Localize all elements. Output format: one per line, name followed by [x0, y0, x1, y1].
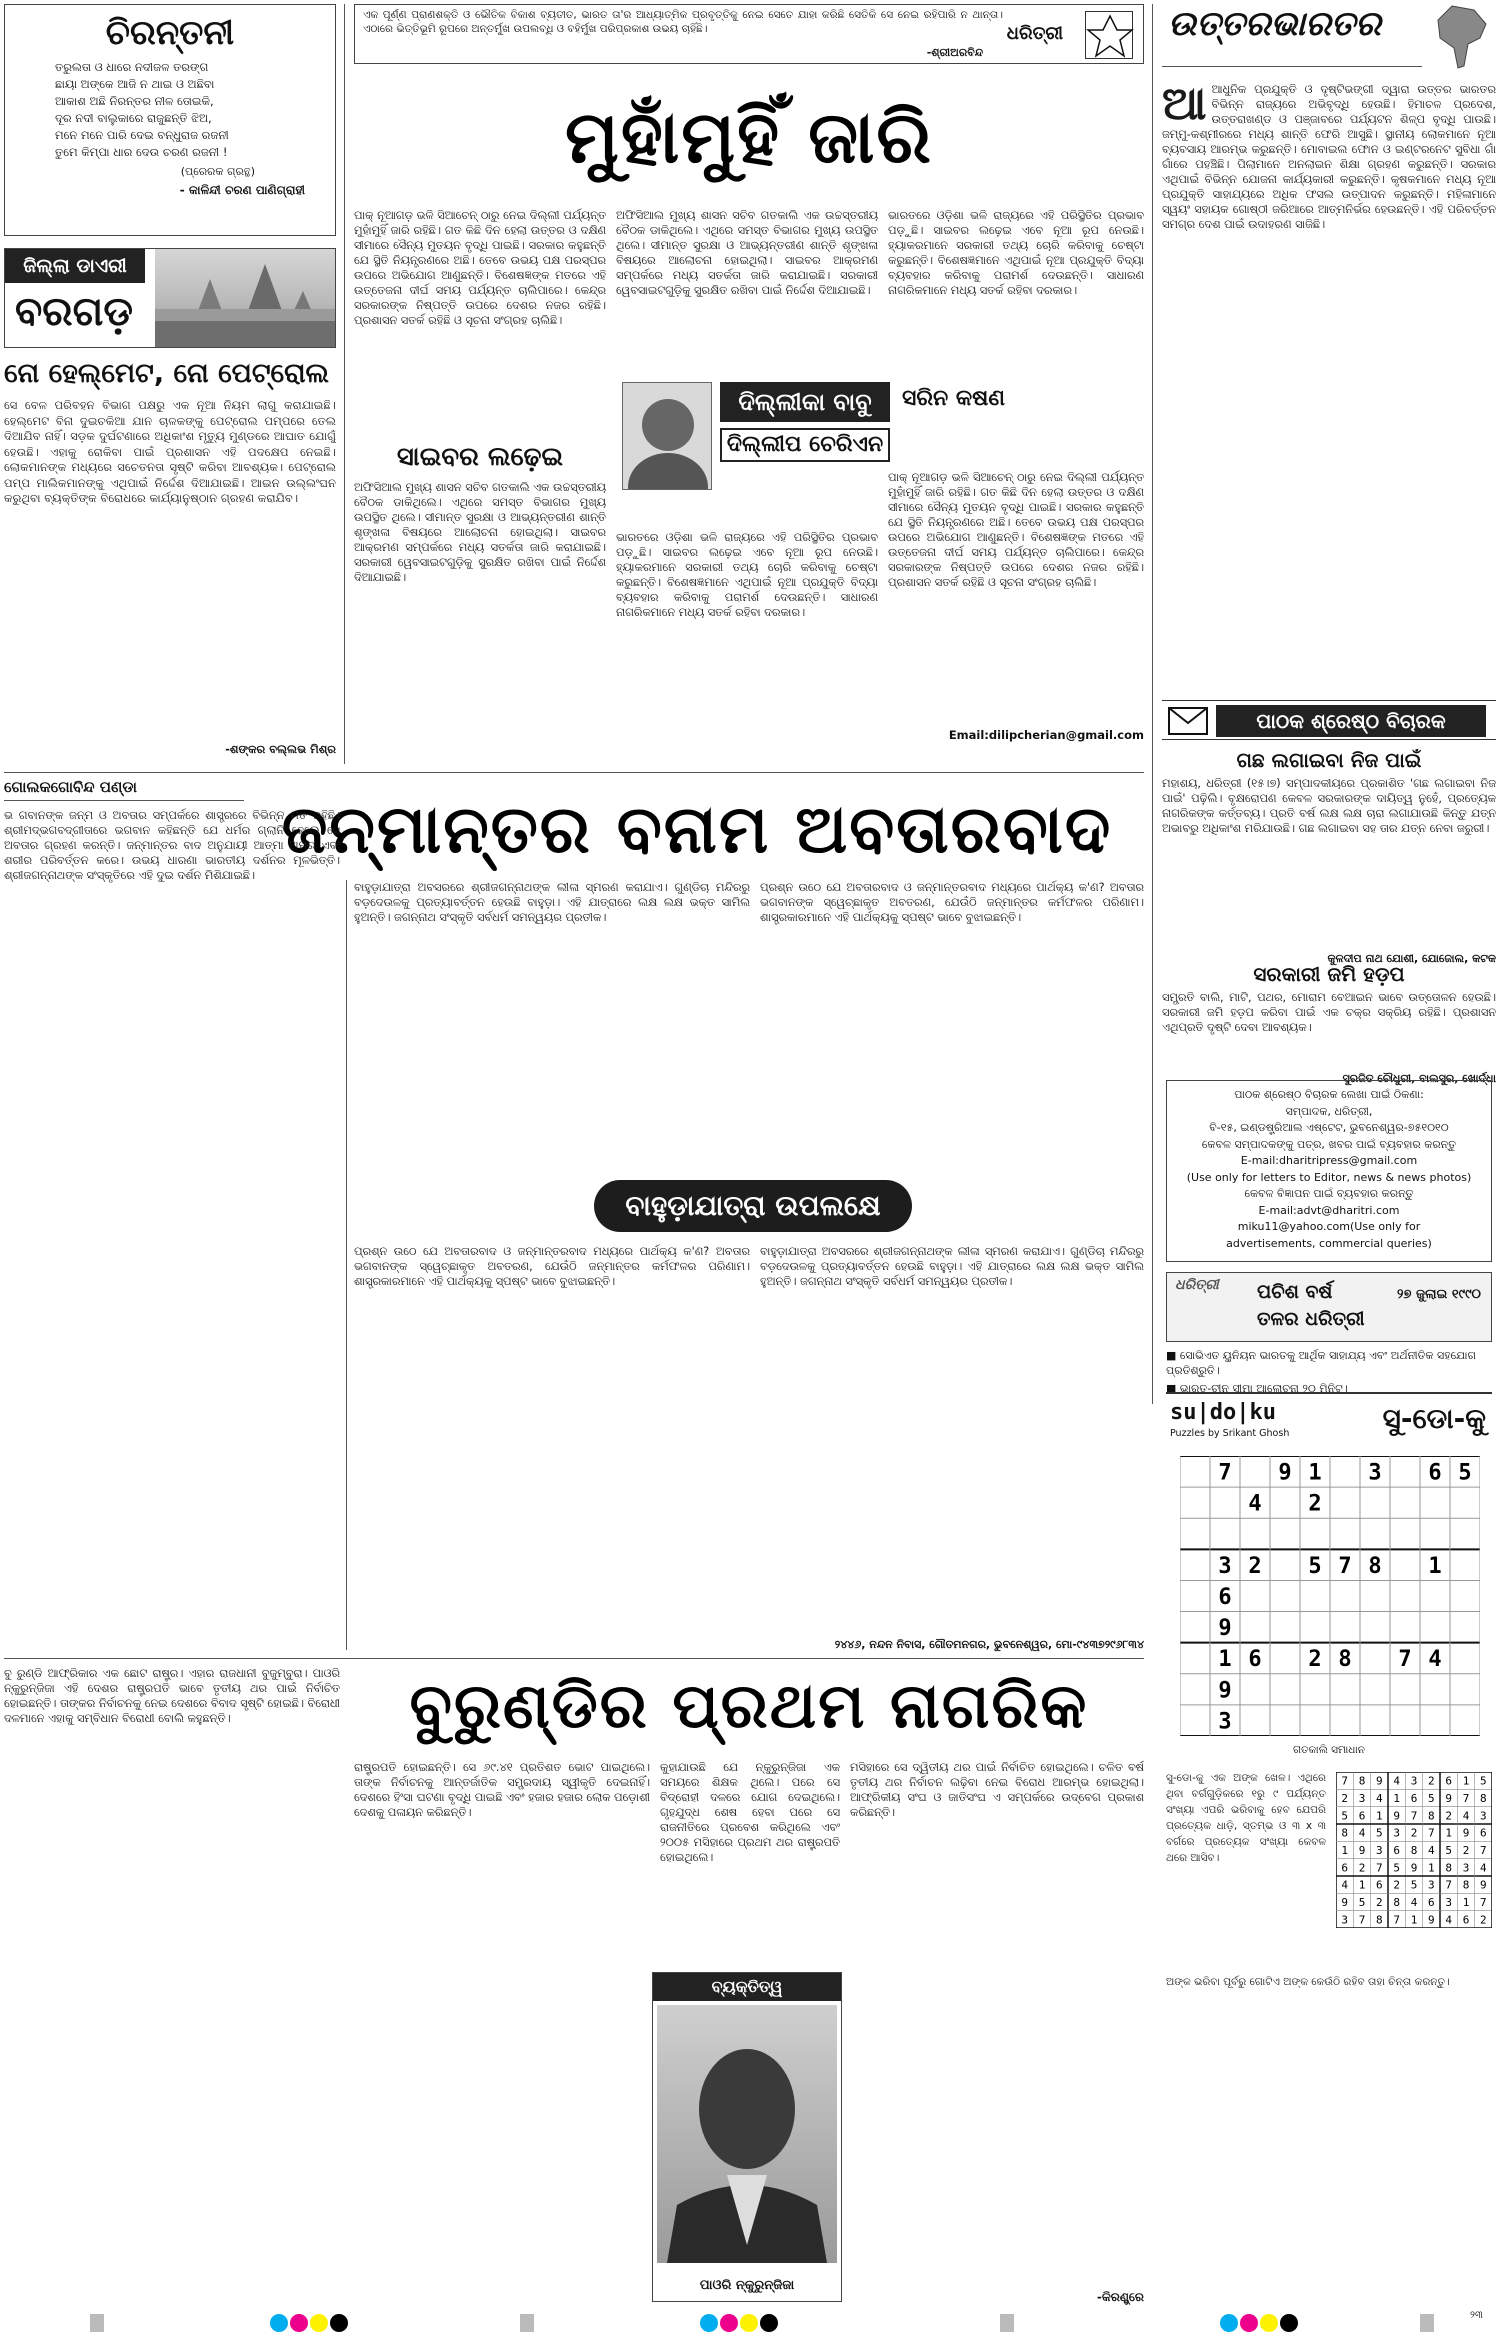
contact-line: miku11@yahoo.com(Use only for	[1237, 1220, 1421, 1233]
answer-cell-value: 3	[1341, 1913, 1348, 1927]
answer-cell-value: 3	[1376, 1844, 1383, 1857]
section-label: ସରିନ କଷଣ	[902, 386, 1005, 411]
sudoku-cell-value: 9	[1218, 1616, 1232, 1642]
quote-text: ଏକ ପୂର୍ଣ୍ଣ ପ୍ରାଣଶକ୍ତି ଓ ଭୌତିକ ବିକାଶ ବ୍ୟତୀତ, ଭାରତ ତା'ର ଆଧ୍ୟାତ୍ମିକ ପ୍ରବୃତ୍ତିକୁ ନେଇ ସେତେ ଯାହା କରିଛି ସେତିକି ସେ ନେଇ ରହିପାରି ନ ଥାନ୍ତା। ଏଠାରେ ଭିତ୍ତିଭୂମି ରୂପରେ ଅନ୍ତର୍ମୁଖ ଉପଲବ୍ଧି ଓ ବହିର୍ମୁଖ ପରିପ୍ରକାଶ ଉଭୟ ଚାହିଁଛି।	[363, 9, 1003, 35]
answer-cell-value: 7	[1410, 1809, 1418, 1823]
sudoku-cell-value: 6	[1218, 1585, 1232, 1610]
columnist-name-banner: ଦିଲ୍ଲୀକା ବାବୁ	[720, 382, 890, 422]
answer-cell-value: 7	[1376, 1861, 1383, 1875]
poem-line: ମନେ ମନେ ପାରି ଦେଇ ବନ୍ଧୁରାଜ ରଜନୀ	[55, 128, 229, 142]
sudoku-cell-value: 1	[1218, 1647, 1232, 1673]
answer-cell-value: 6	[1341, 1861, 1348, 1875]
letter-2	[1162, 962, 1496, 1086]
sudoku-cell-value: 3	[1368, 1460, 1382, 1486]
poem-box	[4, 4, 336, 236]
temple-illustration	[155, 249, 335, 347]
answer-cell-value: 5	[1445, 1844, 1452, 1857]
contact-box	[1166, 1080, 1492, 1262]
lead-byline: ସାଇବର ଲଢ଼େଇ	[396, 442, 564, 472]
bottom-col-1	[4, 1666, 340, 2306]
lead-col-2: ଅଫିସିଆଲ ମୁଖ୍ୟ ଶାସନ ସଚିବ ଗତକାଲି ଏକ ଉଚ୍ଚସ୍ତରୀୟ ବୈଠକ ଡାକିଥିଲେ। ଏଥିରେ ସମସ୍ତ ବିଭାଗର ମୁଖ୍ୟ ଉପସ୍ଥିତ ଥିଲେ। ସୀମାନ୍ତ ସୁରକ୍ଷା ଓ ଆଭ୍ୟନ୍ତରୀଣ ଶାନ୍ତି ଶୃଙ୍ଖଳା ବିଷୟରେ ଆଲୋଚନା ହୋଇଥିଲା। ସାଇବର ଆକ୍ରମଣ ସମ୍ପର୍କରେ ମଧ୍ୟ ସତର୍କତା ଜାରି କରାଯାଇଛି। ସରକାରୀ ୱେବସାଇଟଗୁଡ଼ିକୁ ସୁରକ୍ଷିତ ରଖିବା ପାଇଁ ନିର୍ଦ୍ଦେଶ ଦିଆଯାଇଛି।	[616, 209, 878, 297]
answer-cell-value: 2	[1445, 1809, 1452, 1823]
answer-cell-value: 8	[1376, 1913, 1383, 1927]
answer-cell-value: 1	[1410, 1913, 1418, 1927]
answer-cell-value: 2	[1480, 1913, 1487, 1927]
sudoku-cell-value: 5	[1308, 1553, 1322, 1579]
temple-photo	[155, 249, 335, 347]
contact-email-press[interactable]: E-mail:dharitripress@gmail.com	[1240, 1154, 1418, 1167]
lead-col-1-cont: ଅଫିସିଆଲ ମୁଖ୍ୟ ଶାସନ ସଚିବ ଗତକାଲି ଏକ ଉଚ୍ଚସ୍ତରୀୟ ବୈଠକ ଡାକିଥିଲେ। ଏଥିରେ ସମସ୍ତ ବିଭାଗର ମୁଖ୍ୟ ଉପସ୍ଥିତ ଥିଲେ। ସୀମାନ୍ତ ସୁରକ୍ଷା ଓ ଆଭ୍ୟନ୍ତରୀଣ ଶାନ୍ତି ଶୃଙ୍ଖଳା ବିଷୟରେ ଆଲୋଚନା ହୋଇଥିଲା। ସାଇବର ଆକ୍ରମଣ ସମ୍ପର୍କରେ ମଧ୍ୟ ସତର୍କତା ଜାରି କରାଯାଇଛି। ସରକାରୀ ୱେବସାଇଟଗୁଡ଼ିକୁ ସୁରକ୍ଷିତ ରଖିବା ପାଇଁ ନିର୍ଦ୍ଦେଶ ଦିଆଯାଇଛି।	[354, 481, 606, 584]
answer-cell-value: 4	[1376, 1792, 1383, 1805]
star-emblem-icon	[1085, 11, 1133, 59]
sudoku-cell-value: 8	[1368, 1553, 1382, 1579]
sudoku-logo: su|do|ku	[1170, 1400, 1276, 1425]
answer-cell-value: 3	[1445, 1896, 1452, 1909]
answer-cell-value: 6	[1428, 1896, 1435, 1909]
mid-headline: ଜନ୍ମାନ୍ତର ବନାମ ଅବତାରବାଦ	[281, 791, 1113, 868]
columnist-author-name: ଦିଲ୍ଲୀପ ଚେରିଏନ	[720, 428, 890, 462]
answer-cell-value: 9	[1393, 1809, 1400, 1823]
district-diary	[4, 248, 336, 348]
answer-cell-value: 9	[1445, 1792, 1452, 1805]
sudoku-cell-value: 5	[1458, 1460, 1472, 1486]
sudoku-answer-grid	[1336, 1772, 1492, 1928]
contact-line: advertisements, commercial queries)	[1226, 1236, 1432, 1250]
mid-col-1-body: ଭ ଗବାନଙ୍କ ଜନ୍ମ ଓ ଅବତାର ସମ୍ପର୍କରେ ଶାସ୍ତ୍ରରେ ବିଭିନ୍ନ ମତ ରହିଛି। ଶ୍ରୀମଦ୍ଭଗବଦ୍‌ଗୀତାରେ ଭଗବାନ କହିଛନ୍ତି ଯେ ଧର୍ମର ଗ୍ଲାନି ହେଲେ ସେ ଅବତାର ଗ୍ରହଣ କରନ୍ତି। ଜନ୍ମାନ୍ତର ବାଦ ଅନୁଯାୟୀ ଆତ୍ମା ଅମର ଏବଂ ଶରୀର ପରିବର୍ତ୍ତନ କରେ। ଉଭୟ ଧାରଣା ଭାରତୀୟ ଦର୍ଶନର ମୂଳଭିତ୍ତି। ଶ୍ରୀଜଗନ୍ନାଥଙ୍କ ସଂସ୍କୃତିରେ ଏହି ଦୁଇ ଦର୍ଶନ ମିଶିଯାଇଛି।	[4, 809, 340, 882]
poem-lines	[15, 59, 325, 161]
district-diary-label: ଜିଲ୍ଲା ଡାଏରୀ	[5, 249, 145, 283]
poem-line: ଛାୟା ଅଙ୍କେ ଆଜି ନ ଥାଇ ଓ ଅଛିବା	[55, 77, 215, 91]
letter-2-title: ସରକାରୀ ଜମି ହଡ଼ପ	[1253, 962, 1405, 986]
answer-cell-value: 1	[1376, 1809, 1383, 1823]
columnist-email: Email:dilipcherian@gmail.com	[948, 728, 1144, 742]
answer-cell-value: 9	[1358, 1844, 1366, 1857]
sudoku-cell-value: 9	[1218, 1678, 1232, 1704]
sudoku-cell-value: 9	[1278, 1460, 1292, 1486]
letter-1	[1162, 748, 1496, 966]
mid-author: ଗୋଲକଗୋବିନ୍ଦ ପଣ୍ଡା	[4, 778, 137, 796]
sudoku-footer: ଅଙ୍କ ଭରିବା ପୂର୍ବରୁ ଗୋଟିଏ ଅଙ୍କ କେଉଁଠି ରହିବ ତାହା ଚିନ୍ତା କରନ୍ତୁ।	[1166, 1976, 1450, 1988]
sudoku-cell-value: 2	[1248, 1553, 1262, 1579]
mid-col-3: ପ୍ରଶ୍ନ ଉଠେ ଯେ ଅବତାରବାଦ ଓ ଜନ୍ମାନ୍ତରବାଦ ମଧ୍ୟରେ ପାର୍ଥକ୍ୟ କ'ଣ? ଅବତାର ଭଗବାନଙ୍କ ସ୍ୱେଚ୍ଛାକୃତ ଅବତରଣ, ଯେଉଁଠି ଜନ୍ମାନ୍ତର କର୍ମଫଳର ପରିଣାମ। ଶାସ୍ତ୍ରକାରମାନେ ଏହି ପାର୍ଥକ୍ୟକୁ ସ୍ପଷ୍ଟ ଭାବେ ବୁଝାଇଛନ୍ତି।	[760, 881, 1144, 924]
answer-cell-value: 5	[1428, 1792, 1435, 1805]
mid-col-2: ବାହୁଡ଼ାଯାତ୍ରା ଅବସରରେ ଶ୍ରୀଜଗନ୍ନାଥଙ୍କ ଲୀଳା ସ୍ମରଣ କରାଯାଏ। ଗୁଣ୍ଡିଚା ମନ୍ଦିରରୁ ବଡ଼ଦେଉଳକୁ ପ୍ରତ୍ୟାବର୍ତ୍ତନ ହେଉଛି ବାହୁଡ଼ା। ଏହି ଯାତ୍ରାରେ ଲକ୍ଷ ଲକ୍ଷ ଭକ୍ତ ସାମିଲ ହୁଅନ୍ତି। ଜଗନ୍ନାଥ ସଂସ୍କୃତି ସର୍ବଧର୍ମ ସମନ୍ୱୟର ପ୍ରତୀକ।	[354, 881, 750, 924]
sudoku-grid	[1180, 1456, 1480, 1736]
section-brand-title: ଉତ୍ତରଭାରତର	[1168, 4, 1381, 44]
answer-cell-value: 1	[1462, 1774, 1470, 1788]
archive-date: ୨୭ ଜୁଲାଇ ୧୯୯୦	[1397, 1287, 1481, 1302]
bottom-col-4: ମସିହାରେ ସେ ଦ୍ୱିତୀୟ ଥର ପାଇଁ ନିର୍ବାଚିତ ହୋଇଥିଲେ। ଚଳିତ ବର୍ଷ ତୃତୀୟ ଥର ନିର୍ବାଚନ ଲଢ଼ିବା ନେଇ ବିରୋଧ ଆରମ୍ଭ ହୋଇଥିଲା। ଆଫ୍ରିକୀୟ ସଂଘ ଓ ଜାତିସଂଘ ଏ ସମ୍ପର୍କରେ ଉଦ୍‌ବେଗ ପ୍ରକାଶ କରିଛନ୍ତି।	[850, 1761, 1144, 1819]
answer-cell-value: 5	[1393, 1861, 1400, 1875]
india-map-icon	[1432, 4, 1492, 72]
envelope-icon	[1168, 707, 1208, 735]
columnist-portrait	[623, 383, 712, 490]
contact-line: କେବଳ ସମ୍ପାଦକଙ୍କୁ ପତ୍ର, ଖବର ପାଇଁ ବ୍ୟବହାର କରନ୍ତୁ	[1201, 1137, 1457, 1151]
answer-cell-value: 2	[1462, 1844, 1470, 1857]
mid-banner: ବାହୁଡ଼ାଯାତ୍ରା ଉପଲକ୍ଷେ	[594, 1180, 912, 1232]
answer-cell-value: 4	[1393, 1774, 1400, 1788]
answer-cell-value: 7	[1428, 1826, 1435, 1840]
sudoku-cell-value: 7	[1338, 1553, 1352, 1579]
answer-cell-value: 1	[1445, 1826, 1452, 1840]
answer-cell-value: 7	[1393, 1913, 1400, 1927]
mid-col-2-cont: ପ୍ରଶ୍ନ ଉଠେ ଯେ ଅବତାରବାଦ ଓ ଜନ୍ମାନ୍ତରବାଦ ମଧ୍ୟରେ ପାର୍ଥକ୍ୟ କ'ଣ? ଅବତାର ଭଗବାନଙ୍କ ସ୍ୱେଚ୍ଛାକୃତ ଅବତରଣ, ଯେଉଁଠି ଜନ୍ମାନ୍ତର କର୍ମଫଳର ପରିଣାମ। ଶାସ୍ତ୍ରକାରମାନେ ଏହି ପାର୍ଥକ୍ୟକୁ ସ୍ପଷ୍ଟ ଭାବେ ବୁଝାଇଛନ୍ତି।	[354, 1245, 750, 1288]
sudoku-cell-value: 7	[1398, 1647, 1412, 1673]
sudoku-cell-value: 3	[1218, 1553, 1232, 1579]
bottom-photo-box	[652, 1972, 842, 2302]
helmet-author: -ଶଙ୍କର ବଲ୍ଲଭ ମିଶ୍ର	[225, 742, 336, 756]
letter-1-text: ମହାଶୟ, ଧରିତ୍ରୀ (୧୫।୭) ସମ୍ପାଦକୀୟରେ ପ୍ରକାଶିତ 'ଗଛ ଲଗାଇବା ନିଜ ପାଇଁ' ପଢ଼ିଲି। ବୃକ୍ଷରୋପଣ କେବଳ ସରକାରଙ୍କ ଦାୟିତ୍ୱ ନୁହେଁ, ପ୍ରତ୍ୟେକ ନାଗରିକଙ୍କ କର୍ତ୍ତବ୍ୟ। ପ୍ରତି ବର୍ଷ ଲକ୍ଷ ଲକ୍ଷ ଚାରା ଲଗାଯାଉଛି କିନ୍ତୁ ଯତ୍ନ ଅଭାବରୁ ଅଧିକାଂଶ ମରିଯାଉଛି। ଗଛ ଲଗାଇବା ସହ ତାର ଯତ୍ନ ନେବା ଜରୁରୀ।	[1162, 777, 1496, 835]
answer-cell-value: 6	[1445, 1774, 1452, 1788]
sudoku-cell-value: 2	[1308, 1647, 1322, 1673]
bottom-author: -କିରଣ୍ଡ୍ରେ	[1096, 2290, 1144, 2304]
answer-cell-value: 3	[1358, 1792, 1366, 1805]
answer-cell-value: 2	[1410, 1826, 1418, 1840]
mid-col-1	[4, 808, 340, 1648]
answer-cell-value: 4	[1410, 1896, 1418, 1909]
sudoku-grid-svg	[1180, 1456, 1480, 1736]
archive-box	[1166, 1272, 1492, 1342]
answer-cell-value: 7	[1341, 1774, 1348, 1788]
bottom-col-3: କୁହାଯାଉଛି ଯେ ନ୍କୁରୁନ୍‌ଜିଜା ଏକ ସମୟରେ ଶିକ୍ଷକ ଥିଲେ। ପରେ ସେ ବିଦ୍ରୋହୀ ଦଳରେ ଯୋଗ ଦେଇଥିଲେ। ଗୃହଯୁଦ୍ଧ ଶେଷ ହେବା ପରେ ସେ ରାଜନୀତିରେ ପ୍ରବେଶ କରିଥିଲେ ଏବଂ ୨୦୦୫ ମସିହାରେ ପ୍ରଥମ ଥର ରାଷ୍ଟ୍ରପତି ହୋଇଥିଲେ।	[660, 1761, 840, 1864]
sudoku-cell-value: 4	[1248, 1491, 1262, 1517]
letters-label: ପାଠକ ଶ୍ରେଷ୍ଠ ବିଚାରକ	[1216, 705, 1486, 737]
poem-title: ଚିରନ୍ତନୀ	[105, 13, 235, 53]
answer-cell-value: 9	[1341, 1896, 1348, 1909]
answer-cell-value: 9	[1376, 1774, 1383, 1788]
answer-cell-value: 1	[1428, 1861, 1435, 1875]
bottom-portrait-photo	[657, 2005, 837, 2263]
bottom-headline: ବୁରୁଣ୍ଡିର ପ୍ରଥମ ନାଗରିକ	[409, 1669, 1089, 1742]
answer-cell-value: 8	[1358, 1774, 1366, 1788]
letter-2-text: ସମ୍ପ୍ରତି ବାଲି, ମାଟି, ପଥର, ମୋରାମ ବେଆଇନ ଭାବେ ଉତ୍ତୋଳନ ହେଉଛି। ସରକାରୀ ଜମି ହଡ଼ପ କରିବା ପାଇଁ ଏକ ଚକ୍ର ସକ୍ରିୟ ରହିଛି। ପ୍ରଶାସନ ଏଥିପ୍ରତି ଦୃଷ୍ଟି ଦେବା ଆବଶ୍ୟକ।	[1162, 991, 1496, 1034]
bottom-photo-caption: ପାଓରି ନ୍କୁରୁନ୍‌ଜିଜା	[699, 2278, 795, 2293]
print-registration-strip	[0, 2314, 1460, 2332]
answer-cell-value: 7	[1480, 1896, 1487, 1909]
answer-cell-value: 5	[1341, 1809, 1348, 1823]
answer-cell-value: 3	[1480, 1809, 1487, 1823]
answer-cell-value: 5	[1358, 1896, 1366, 1909]
mid-address: ୨୪୪୬, ନନ୍ଦନ ନିବାସ, ଗୌତମନଗର, ଭୁବନେଶ୍ୱର, ମୋ-୯୪୩୭୨୯୬୮୩୪	[834, 1638, 1144, 1651]
poem-line: ଦୂର ନଦୀ ବାଲୁକାରେ ରାଜୁଛନ୍ତି ଝିଅ,	[55, 111, 212, 125]
sudoku-cell-value: 2	[1308, 1491, 1322, 1517]
bottom-photo-label: ବ୍ୟକ୍ତିତ୍ୱ	[653, 1973, 841, 2001]
sudoku-header	[1166, 1392, 1492, 1448]
columnist-photo	[622, 382, 712, 490]
answer-cell-value: 2	[1376, 1896, 1383, 1909]
archive-item: ■ ଭାରତ-ଚୀନ ସୀମା ଆଲୋଚନା ୨୦ ମିନିଟ।	[1166, 1382, 1348, 1395]
letters-banner	[1162, 700, 1496, 740]
answer-cell-value: 3	[1428, 1878, 1435, 1892]
helmet-article	[4, 358, 336, 758]
answer-cell-value: 2	[1341, 1792, 1348, 1805]
contact-line: ବି-୧୫, ଇଣ୍ଡଷ୍ଟ୍ରିଆଲ ଏଷ୍ଟେଟ, ଭୁବନେଶ୍ୱର-୭୫୧୦୧୦	[1209, 1121, 1449, 1134]
helmet-text: ସେ ବେଳ ପରିବହନ ବିଭାଗ ପକ୍ଷରୁ ଏକ ନୂଆ ନିୟମ ଲାଗୁ କରାଯାଇଛି। ହେଲ୍‌ମେଟ ବିନା ଦୁଇଚକିଆ ଯାନ ଚାଳକଙ୍କୁ ପେଟ୍ରୋଲ ପମ୍ପରେ ତେଲ ଦିଆଯିବ ନାହିଁ। ସଡ଼କ ଦୁର୍ଘଟଣାରେ ଅଧିକାଂଶ ମୃତ୍ୟୁ ମୁଣ୍ଡରେ ଆଘାତ ଯୋଗୁଁ ହେଉଛି। ଏହାକୁ ରୋକିବା ପାଇଁ ପ୍ରଶାସନ ଏହି ପଦକ୍ଷେପ ନେଇଛି। ଲୋକମାନଙ୍କ ମଧ୍ୟରେ ସଚେତନତା ସୃଷ୍ଟି କରିବା ଆବଶ୍ୟକ। ପେଟ୍ରୋଲ ପମ୍ପ ମାଲିକମାନଙ୍କୁ ଏଥିପାଇଁ ନିର୍ଦ୍ଦେଶ ଦିଆଯାଇଛି। ଆଇନ ଉଲ୍ଲଂଘନ କରୁଥିବା ବ୍ୟକ୍ତିଙ୍କ ବିରୋଧରେ କାର୍ଯ୍ୟାନୁଷ୍ଠାନ ଗ୍ରହଣ କରାଯିବ।	[4, 398, 336, 505]
sudoku-instructions: ସୁ-ଡୋ-କୁ ଏକ ଅଙ୍କ ଖେଳ। ଏଥିରେ ଥିବା ବର୍ଗଗୁଡ଼ିକରେ ୧ରୁ ୯ ପର୍ଯ୍ୟନ୍ତ ସଂଖ୍ୟା ଏପରି ଭରିବାକୁ ହେବ ଯେପରି ପ୍ରତ୍ୟେକ ଧାଡ଼ି, ସ୍ତମ୍ଭ ଓ ୩ x ୩ ବର୍ଗରେ ପ୍ରତ୍ୟେକ ସଂଖ୍ୟା କେବଳ ଥରେ ଆସିବ।	[1166, 1772, 1326, 1864]
sudoku-title: ସୁ-ଡୋ-କୁ	[1382, 1402, 1486, 1435]
answer-cell-value: 8	[1428, 1809, 1435, 1823]
sudoku-cell-value: 3	[1218, 1709, 1232, 1735]
answer-cell-value: 3	[1410, 1774, 1418, 1788]
answer-cell-value: 1	[1341, 1844, 1348, 1857]
quote-box	[354, 4, 1144, 64]
answer-cell-value: 8	[1480, 1792, 1487, 1805]
answer-cell-value: 2	[1393, 1878, 1400, 1892]
answer-cell-value: 3	[1393, 1826, 1400, 1840]
answer-cell-value: 4	[1480, 1861, 1487, 1875]
section-brand	[1162, 4, 1496, 74]
answer-cell-value: 4	[1428, 1844, 1435, 1857]
contact-line: (Use only for letters to Editor, news & news photos)	[1186, 1170, 1472, 1184]
answer-cell-value: 1	[1462, 1896, 1470, 1909]
answer-cell-value: 6	[1462, 1913, 1470, 1927]
answer-cell-value: 8	[1410, 1844, 1418, 1857]
answer-cell-value: 8	[1445, 1861, 1452, 1875]
answer-cell-value: 9	[1428, 1913, 1435, 1927]
contact-line: କେବଳ ବିଜ୍ଞାପନ ପାଇଁ ବ୍ୟବହାର କରନ୍ତୁ	[1244, 1187, 1414, 1200]
letter-1-author: କୁଳଦୀପ ନାଥ ଯୋଶୀ, ଯୋଜୋଲ, କଟକ	[1327, 952, 1496, 965]
answer-cell-value: 8	[1462, 1878, 1470, 1892]
sudoku-caption: ଗତକାଲି ସମାଧାନ	[1292, 1744, 1365, 1756]
sudoku-cell-value: 1	[1428, 1553, 1442, 1579]
letter-1-title: ଗଛ ଲଗାଇବା ନିଜ ପାଇଁ	[1236, 748, 1422, 772]
sudoku-cell-value: 7	[1218, 1460, 1232, 1486]
archive-label: ପଚିଶ ବର୍ଷ ତଳର ଧରିତ୍ରୀ	[1257, 1281, 1365, 1330]
answer-cell-value: 7	[1445, 1878, 1452, 1892]
sudoku-cell-value: 1	[1308, 1460, 1322, 1486]
archive-brand: ଧରିତ୍ରୀ	[1175, 1277, 1219, 1293]
answer-cell-value: 4	[1462, 1809, 1470, 1823]
answer-cell-value: 1	[1358, 1878, 1366, 1892]
bottom-col-2: ରାଷ୍ଟ୍ରପତି ହୋଇଛନ୍ତି। ସେ ୬୯.୪୧ ପ୍ରତିଶତ ଭୋଟ ପାଇଥିଲେ। ତାଙ୍କ ନିର୍ବାଚନକୁ ଆନ୍ତର୍ଜାତିକ ସମ୍ପ୍ରଦାୟ ସ୍ୱୀକୃତି ଦେଇନାହିଁ। ଦେଶରେ ହିଂସା ଘଟଣା ବୃଦ୍ଧି ପାଇଛି ଏବଂ ହଜାର ହଜାର ଲୋକ ପଡ଼ୋଶୀ ଦେଶକୁ ପଳାୟନ କରିଛନ୍ତି।	[354, 1761, 650, 1819]
bottom-col-1-body: ବୁ ରୁଣ୍ଡି ଆଫ୍ରିକାର ଏକ ଛୋଟ ରାଷ୍ଟ୍ର। ଏହାର ରାଜଧାନୀ ବୁଜୁମ୍ବୁରା। ପାଓରି ନ୍କୁରୁନ୍‌ଜିଜା ଏହି ଦେଶର ରାଷ୍ଟ୍ରପତି ଭାବେ ତୃତୀୟ ଥର ପାଇଁ ନିର୍ବାଚିତ ହୋଇଛନ୍ତି। ତାଙ୍କର ନିର୍ବାଚନକୁ ନେଇ ଦେଶରେ ବିବାଦ ସୃଷ୍ଟି ହୋଇଛି। ବିରୋଧୀ ଦଳମାନେ ଏହାକୁ ସମ୍ବିଧାନ ବିରୋଧୀ ବୋଲି କହୁଛନ୍ତି।	[4, 1667, 340, 1725]
answer-cell-value: 2	[1358, 1861, 1366, 1875]
answer-cell-value: 3	[1462, 1861, 1470, 1875]
lead-col-1: ପାକ୍ ନୂଆଗଡ଼ ଭଳି ସିଆଚେନ୍ ଠାରୁ ନେଇ ଦିଲ୍ଲୀ ପର୍ଯ୍ୟନ୍ତ ମୁହାଁମୁହିଁ ଜାରି ରହିଛି। ଗତ କିଛି ଦିନ ହେଲା ଉତ୍ତର ଓ ଦକ୍ଷିଣ ସୀମାରେ ସୈନ୍ୟ ମୁତୟନ ବୃଦ୍ଧି ପାଇଛି। ସରକାର କହୁଛନ୍ତି ଯେ ସ୍ଥିତି ନିୟନ୍ତ୍ରଣରେ ଅଛି। ତେବେ ଉଭୟ ପକ୍ଷ ପରସ୍ପର ଉପରେ ଅଭିଯୋଗ ଆଣୁଛନ୍ତି। ବିଶେଷଜ୍ଞଙ୍କ ମତରେ ଏହି ଉତ୍ତେଜନା ଦୀର୍ଘ ସମୟ ପର୍ଯ୍ୟନ୍ତ ଚାଲିପାରେ। କେନ୍ଦ୍ର ସରକାରଙ୍କ ନିଷ୍ପତ୍ତି ଉପରେ ଦେଶର ନଜର ରହିଛି। ପ୍ରଶାସନ ସତର୍କ ରହିଛି ଓ ସୂଚନା ସଂଗ୍ରହ ଚାଲିଛି।	[354, 209, 606, 327]
sudoku-byline: Puzzles by Srikant Ghosh	[1170, 1428, 1290, 1439]
sudoku-cell-value: 4	[1428, 1647, 1442, 1673]
poem-line: ଆକାଶ ଅଛି ନିରନ୍ତର ନୀଳ ତୋଇକି,	[55, 94, 214, 108]
answer-cell-value: 7	[1480, 1844, 1487, 1857]
sudoku-cell-value: 6	[1428, 1460, 1442, 1486]
answer-cell-value: 8	[1341, 1826, 1348, 1840]
helmet-headline: ନୋ ହେଲ୍‌ମେଟ, ନୋ ପେଟ୍ରୋଲ	[4, 358, 330, 389]
answer-cell-value: 6	[1480, 1826, 1487, 1840]
quote-author: -ଶ୍ରୀଅରବିନ୍ଦ	[926, 46, 983, 59]
answer-cell-value: 6	[1410, 1792, 1418, 1805]
answer-cell-value: 8	[1393, 1896, 1400, 1909]
letter-2-author: ସୁରଜିତ ଚୌଧୁରୀ, ବାଲସୁର, ଖୋର୍ଦ୍ଧା	[1342, 1072, 1496, 1085]
answer-cell-value: 6	[1376, 1878, 1383, 1892]
archive-item: ■ ସୋଭିଏତ ୟୁନିୟନ ଭାରତକୁ ଆର୍ଥିକ ସାହାଯ୍ୟ ଏବଂ ଅର୍ଥନୀତିକ ସହଯୋଗ ପ୍ରତିଶ୍ରୁତି।	[1166, 1349, 1476, 1377]
answer-cell-value: 5	[1376, 1826, 1383, 1840]
lead-headline: ମୁହାଁମୁହିଁ ଜାରି	[565, 95, 933, 179]
answer-cell-value: 2	[1428, 1774, 1435, 1788]
lead-col-3-cont: ପାକ୍ ନୂଆଗଡ଼ ଭଳି ସିଆଚେନ୍ ଠାରୁ ନେଇ ଦିଲ୍ଲୀ ପର୍ଯ୍ୟନ୍ତ ମୁହାଁମୁହିଁ ଜାରି ରହିଛି। ଗତ କିଛି ଦିନ ହେଲା ଉତ୍ତର ଓ ଦକ୍ଷିଣ ସୀମାରେ ସୈନ୍ୟ ମୁତୟନ ବୃଦ୍ଧି ପାଇଛି। ସରକାର କହୁଛନ୍ତି ଯେ ସ୍ଥିତି ନିୟନ୍ତ୍ରଣରେ ଅଛି। ତେବେ ଉଭୟ ପକ୍ଷ ପରସ୍ପର ଉପରେ ଅଭିଯୋଗ ଆଣୁଛନ୍ତି। ବିଶେଷଜ୍ଞଙ୍କ ମତରେ ଏହି ଉତ୍ତେଜନା ଦୀର୍ଘ ସମୟ ପର୍ଯ୍ୟନ୍ତ ଚାଲିପାରେ। କେନ୍ଦ୍ର ସରକାରଙ୍କ ନିଷ୍ପତ୍ତି ଉପରେ ଦେଶର ନଜର ରହିଛି। ପ୍ରଶାସନ ସତର୍କ ରହିଛି ଓ ସୂଚନା ସଂଗ୍ରହ ଚାଲିଛି।	[888, 471, 1144, 589]
lead-col-3: ଭାରତରେ ଓଡ଼ିଶା ଭଳି ରାଜ୍ୟରେ ଏହି ପରିସ୍ଥିତିର ପ୍ରଭାବ ପଡ଼ୁଛି। ସାଇବର ଲଢ଼େଇ ଏବେ ନୂଆ ରୂପ ନେଉଛି। ହ୍ୟାକରମାନେ ସରକାରୀ ତଥ୍ୟ ଚୋରି କରିବାକୁ ଚେଷ୍ଟା କରୁଛନ୍ତି। ବିଶେଷଜ୍ଞମାନେ ଏଥିପାଇଁ ନୂଆ ପ୍ରଯୁକ୍ତି ବିଦ୍ୟା ବ୍ୟବହାର କରିବାକୁ ପରାମର୍ଶ ଦେଉଛନ୍ତି। ସାଧାରଣ ନାଗରିକମାନେ ମଧ୍ୟ ସତର୍କ ରହିବା ଦରକାର।	[888, 209, 1144, 297]
sudoku-cell-value: 8	[1338, 1647, 1352, 1673]
answer-cell-value: 4	[1341, 1878, 1348, 1892]
mid-col-3-cont: ବାହୁଡ଼ାଯାତ୍ରା ଅବସରରେ ଶ୍ରୀଜଗନ୍ନାଥଙ୍କ ଲୀଳା ସ୍ମରଣ କରାଯାଏ। ଗୁଣ୍ଡିଚା ମନ୍ଦିରରୁ ବଡ଼ଦେଉଳକୁ ପ୍ରତ୍ୟାବର୍ତ୍ତନ ହେଉଛି ବାହୁଡ଼ା। ଏହି ଯାତ୍ରାରେ ଲକ୍ଷ ଲକ୍ଷ ଭକ୍ତ ସାମିଲ ହୁଅନ୍ତି। ଜଗନ୍ନାଥ ସଂସ୍କୃତି ସର୍ବଧର୍ମ ସମନ୍ୱୟର ପ୍ରତୀକ।	[760, 1245, 1144, 1288]
sudoku-answer-svg	[1336, 1772, 1492, 1928]
answer-cell-value: 9	[1480, 1878, 1487, 1892]
answer-cell-value: 7	[1358, 1913, 1366, 1927]
quote-brand: ଧରିତ୍ରୀ	[1006, 23, 1063, 44]
poem-source: (ପ୍ରେରକ ଗ୍ରନ୍ଥ)	[180, 165, 255, 178]
answer-cell-value: 4	[1445, 1913, 1452, 1927]
answer-cell-value: 6	[1358, 1809, 1366, 1823]
contact-line: ପାଠକ ଶ୍ରେଷ୍ଠ ବିଚାରକ ଲେଖା ପାଇଁ ଠିକଣା:	[1234, 1088, 1424, 1101]
district-name: ବରଗଡ଼	[15, 289, 133, 335]
poem-author: - କାଳିନ୍ଦୀ ଚରଣ ପାଣିଗ୍ରାହୀ	[179, 183, 305, 197]
answer-cell-value: 5	[1480, 1774, 1487, 1788]
answer-cell-value: 9	[1462, 1826, 1470, 1840]
poem-line: ତରୁଲତା ଓ ଧାରେ ନଦୀଜଳ ତରଙ୍ଗ	[55, 60, 209, 74]
answer-cell-value: 6	[1393, 1844, 1400, 1857]
right-article-body: ଆଧୁନିକ ପ୍ରଯୁକ୍ତି ଓ ଦୃଷ୍ଟିଭଙ୍ଗୀ ଦ୍ୱାରା ଉତ୍ତର ଭାରତର ବିଭିନ୍ନ ରାଜ୍ୟରେ ଅଭିବୃଦ୍ଧି ହେଉଛି। ହିମାଚଳ ପ୍ରଦେଶ, ଉତ୍ତରାଖଣ୍ଡ ଓ ପଞ୍ଜାବରେ ପର୍ଯ୍ୟଟନ ଶିଳ୍ପ ବୃଦ୍ଧି ପାଉଛି। ଜମ୍ମୁ-କଶ୍ମୀରରେ ମଧ୍ୟ ଶାନ୍ତି ଫେରି ଆସୁଛି। ସ୍ଥାନୀୟ ଲୋକମାନେ ନୂଆ ବ୍ୟବସାୟ ଆରମ୍ଭ କରୁଛନ୍ତି। ମୋବାଇଲ ଫୋନ ଓ ଇଣ୍ଟରନେଟ ସୁବିଧା ଗାଁ ଗାଁରେ ପହଞ୍ଚିଛି। ପିଲାମାନେ ଅନଲାଇନ ଶିକ୍ଷା ଗ୍ରହଣ କରୁଛନ୍ତି। ସରକାର ଏଥିପାଇଁ ବିଭିନ୍ନ ଯୋଜନା କାର୍ଯ୍ୟକାରୀ କରୁଛନ୍ତି। କୃଷକମାନେ ମଧ୍ୟ ନୂଆ ପ୍ରଯୁକ୍ତି ସାହାଯ୍ୟରେ ଅଧିକ ଫସଲ ଉତ୍ପାଦନ କରୁଛନ୍ତି। ମହିଳାମାନେ ସ୍ୱୟଂ ସହାୟକ ଗୋଷ୍ଠୀ ଜରିଆରେ ଆତ୍ମନିର୍ଭର ହେଉଛନ୍ତି। ଏହି ପରିବର୍ତ୍ତନ ସମଗ୍ର ଦେଶ ପାଇଁ ଉଦାହରଣ ସାଜିଛି।	[1162, 83, 1496, 231]
right-article-text	[1162, 82, 1496, 692]
page-number: ୨୩	[1470, 2310, 1483, 2321]
answer-cell-value: 7	[1462, 1792, 1470, 1805]
answer-cell-value: 1	[1393, 1792, 1400, 1805]
sudoku-cell-value: 6	[1248, 1647, 1262, 1673]
contact-line: ସମ୍ପାଦକ, ଧରିତ୍ରୀ,	[1285, 1104, 1373, 1118]
archive-items	[1166, 1348, 1492, 1396]
contact-email-advt[interactable]: E-mail:advt@dharitri.com	[1258, 1203, 1400, 1217]
bottom-portrait-illustration	[657, 2005, 837, 2263]
answer-cell-value: 9	[1410, 1861, 1418, 1875]
answer-cell-value: 4	[1358, 1826, 1366, 1840]
answer-cell-value: 5	[1410, 1878, 1418, 1892]
poem-line: ତୁମେ କିମ୍ପା ଧାର ଦେଉ ଚରଣ ରଜନୀ !	[55, 145, 228, 159]
drop-cap: ଆ	[1162, 82, 1207, 130]
lead-col-2-cont: ଭାରତରେ ଓଡ଼ିଶା ଭଳି ରାଜ୍ୟରେ ଏହି ପରିସ୍ଥିତିର ପ୍ରଭାବ ପଡ଼ୁଛି। ସାଇବର ଲଢ଼େଇ ଏବେ ନୂଆ ରୂପ ନେଉଛି। ହ୍ୟାକରମାନେ ସରକାରୀ ତଥ୍ୟ ଚୋରି କରିବାକୁ ଚେଷ୍ଟା କରୁଛନ୍ତି। ବିଶେଷଜ୍ଞମାନେ ଏଥିପାଇଁ ନୂଆ ପ୍ରଯୁକ୍ତି ବିଦ୍ୟା ବ୍ୟବହାର କରିବାକୁ ପରାମର୍ଶ ଦେଉଛନ୍ତି। ସାଧାରଣ ନାଗରିକମାନେ ମଧ୍ୟ ସତର୍କ ରହିବା ଦରକାର।	[616, 531, 878, 619]
